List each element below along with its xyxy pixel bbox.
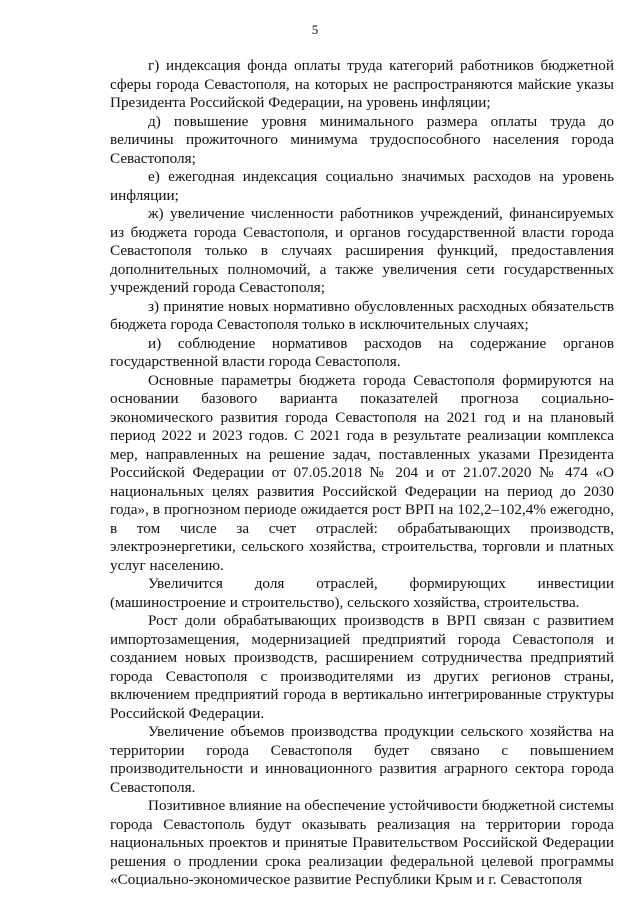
- paragraph-agriculture: Увеличение объемов производства продукции сельского хозяйства на территории города Севастополя будет связано с повышением производительности и инновационного развития аграрного сектора города Севастополя.: [110, 723, 614, 796]
- paragraph-zh: ж) увеличение численности работников учреждений, финансируемых из бюджета города Севастополя, и органов государственной власти города Севастополя только в случаях расширения функций, предоставления дополнительных полномочий, а также увеличения сети государственных учреждений города Севастополя;: [110, 205, 614, 296]
- paragraph-investment-share: Увеличится доля отраслей, формирующих инвестиции (машиностроение и строительство), сельского хозяйства, строительства.: [110, 575, 614, 611]
- paragraph-budget-parameters: Основные параметры бюджета города Севастополя формируются на основании базового варианта показателей прогноза социально-экономического развития города Севастополя на 2021 год и на плановый период 2022 и 2023 годов. С 2021 года в результате реализации комплекса мер, направленных на решение задач, поставленных указами Президента Российской Федерации от 07.05.2018 № 204 и от 21.07.2020 № 474 «О национальных целях развития Российской Федерации на период до 2030 года», в прогнозном периоде ожидается рост ВРП на 102,2–102,4% ежегодно, в том числе за счет отраслей: обрабатывающих производств, электроэнергетики, сельского хозяйства, строительства, торговли и платных услуг населению.: [110, 371, 614, 574]
- paragraph-manufacturing-growth: Рост доли обрабатывающих производств в ВРП связан с развитием импортозамещения, модернизацией предприятий города Севастополя и созданием новых производств, расширением сотрудничества предприятий города Севастополя с производителями из других регионов страны, включением предприятий города в вертикально интегрированные структуры Российской Федерации.: [110, 612, 614, 722]
- document-body: [110, 57, 614, 890]
- paragraph-d: д) повышение уровня минимального размера оплаты труда до величины прожиточного минимума трудоспособного населения города Севастополя;: [110, 112, 614, 167]
- page-number: 5: [311, 22, 319, 37]
- paragraph-z: з) принятие новых нормативно обусловленных расходных обязательств бюджета города Севастополя только в исключительных случаях;: [110, 297, 614, 333]
- paragraph-e: е) ежегодная индексация социально значимых расходов на уровень инфляции;: [110, 168, 614, 204]
- paragraph-g: г) индексация фонда оплаты труда категорий работников бюджетной сферы города Севастополя, на которых не распространяются майские указы Президента Российской Федерации, на уровень инфляции;: [110, 57, 614, 111]
- paragraph-i: и) соблюдение нормативов расходов на содержание органов государственной власти города Севастополя.: [110, 334, 614, 370]
- paragraph-budget-stability: Позитивное влияние на обеспечение устойчивости бюджетной системы города Севастополь будут оказывать реализация на территории города национальных проектов и принятые Правительством Российской Федерации решения о продлении срока реализации федеральной целевой программы «Социально-экономическое развитие Республики Крым и г. Севастополя: [110, 797, 614, 888]
